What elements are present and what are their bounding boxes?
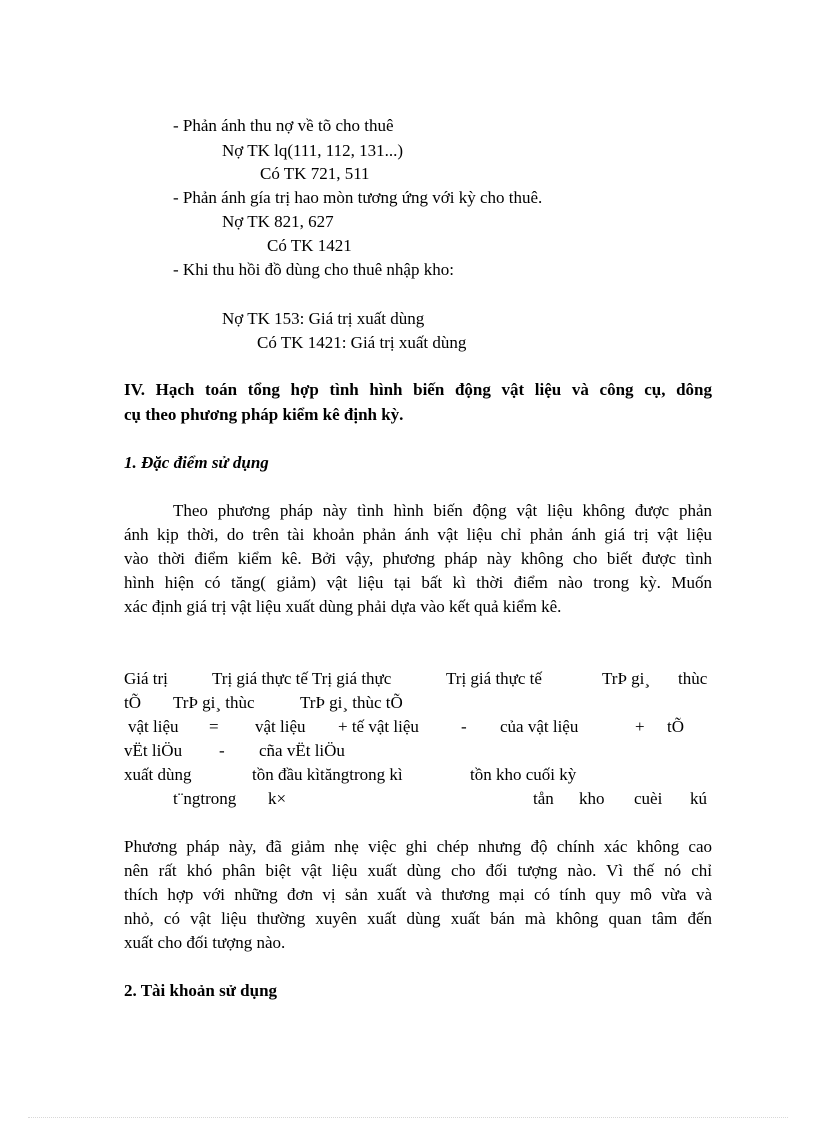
formula-text: của vật liệu [500, 717, 579, 736]
formula-text: k× [268, 789, 287, 808]
paragraph-line: nhỏ, có vật liệu thường xuyên xuất dùng xuất bán mà không quan tâm đến [124, 909, 712, 928]
section-heading: cụ theo phương pháp kiểm kê định kỳ. [124, 405, 404, 424]
paragraph-line: thích hợp với những đơn vị sản xuất và thương mại có tính quy mô vừa và [124, 885, 712, 904]
subsection-heading: 2. Tài khoản sử dụng [124, 981, 278, 1000]
paragraph-line: hình hiện có tăng( giảm) vật liệu tại bất kì thời điểm nào trong kỳ. Muốn [124, 573, 712, 592]
entry-line: - Phản ánh thu nợ về tõ cho thuê [173, 116, 394, 135]
paragraph-line: xác định giá trị vật liệu xuất dùng phải dựa vào kết quả kiểm kê. [124, 597, 562, 616]
formula-text: tÕ [667, 717, 684, 736]
entry-line: Có TK 721, 511 [260, 164, 370, 183]
formula-text: tån [533, 789, 554, 808]
formula-text: = [209, 717, 219, 736]
formula-text: Trị giá thực tế [446, 669, 542, 688]
entry-line: Nợ TK lq(111, 112, 131...) [222, 141, 404, 160]
formula-text: vËt liÖu [124, 741, 183, 760]
entry-line: Có TK 1421: Giá trị xuất dùng [257, 333, 467, 352]
formula-text: cuèi [634, 789, 663, 808]
formula-text: xuất dùng [124, 765, 192, 784]
entry-line: - Phản ánh gía trị hao mòn tương ứng với kỳ cho thuê. [173, 188, 543, 207]
paragraph-line: Phương pháp này, đã giảm nhẹ việc ghi chép nhưng độ chính xác không cao [124, 837, 712, 856]
subsection-heading: 1. Đặc điểm sử dụng [124, 453, 269, 472]
formula-text: + [635, 717, 645, 736]
formula-text: kho [579, 789, 605, 808]
formula-text: tÕ [124, 693, 141, 712]
formula-text: thùc [678, 669, 708, 688]
formula-text: + tế vật liệu [338, 717, 419, 736]
formula-text: t¨ngtrong [173, 789, 237, 808]
formula-text: - [219, 741, 225, 760]
entry-line: Có TK 1421 [267, 236, 352, 255]
paragraph-line: xuất cho đối tượng nào. [124, 933, 286, 952]
paragraph-line: nên rất khó phân biệt vật liệu xuất dùng cho đối tượng nào. Vì thế nó chỉ [124, 861, 712, 880]
formula-text: tồn kho cuối kỳ [470, 765, 577, 784]
formula-text: TrÞ gi¸ thùc [173, 693, 255, 712]
formula-text: vật liệu [255, 717, 306, 736]
formula-text: cña vËt liÖu [259, 741, 345, 760]
formula-text: kú [690, 789, 707, 808]
formula-text: tồn đầu kìtăngtrong kì [252, 765, 403, 784]
entry-line: - Khi thu hồi đồ dùng cho thuê nhập kho: [173, 260, 454, 279]
formula-text: Giá trị [124, 669, 168, 688]
paragraph-line: ánh kịp thời, do trên tài khoản phản ánh vật liệu chỉ phản ánh giá trị vật liệu [124, 525, 712, 544]
paragraph-line: vào thời điểm kiểm kê. Bởi vậy, phương pháp này không cho biết được tình [124, 549, 712, 568]
entry-line: Nợ TK 821, 627 [222, 212, 334, 231]
formula-text: TrÞ gi¸ [602, 669, 651, 688]
formula-text: Trị giá thực tế Trị giá thực [212, 669, 392, 688]
page-bottom-divider [28, 1117, 788, 1118]
section-heading: IV. Hạch toán tổng hợp tình hình biến động vật liệu và công cụ, dông [124, 380, 712, 399]
formula-text: vật liệu [128, 717, 179, 736]
formula-text: - [461, 717, 467, 736]
paragraph-line: Theo phương pháp này tình hình biến động vật liệu không được phản [173, 501, 712, 520]
entry-line: Nợ TK 153: Giá trị xuất dùng [222, 309, 425, 328]
formula-text: TrÞ gi¸ thùc tÕ [300, 693, 403, 712]
